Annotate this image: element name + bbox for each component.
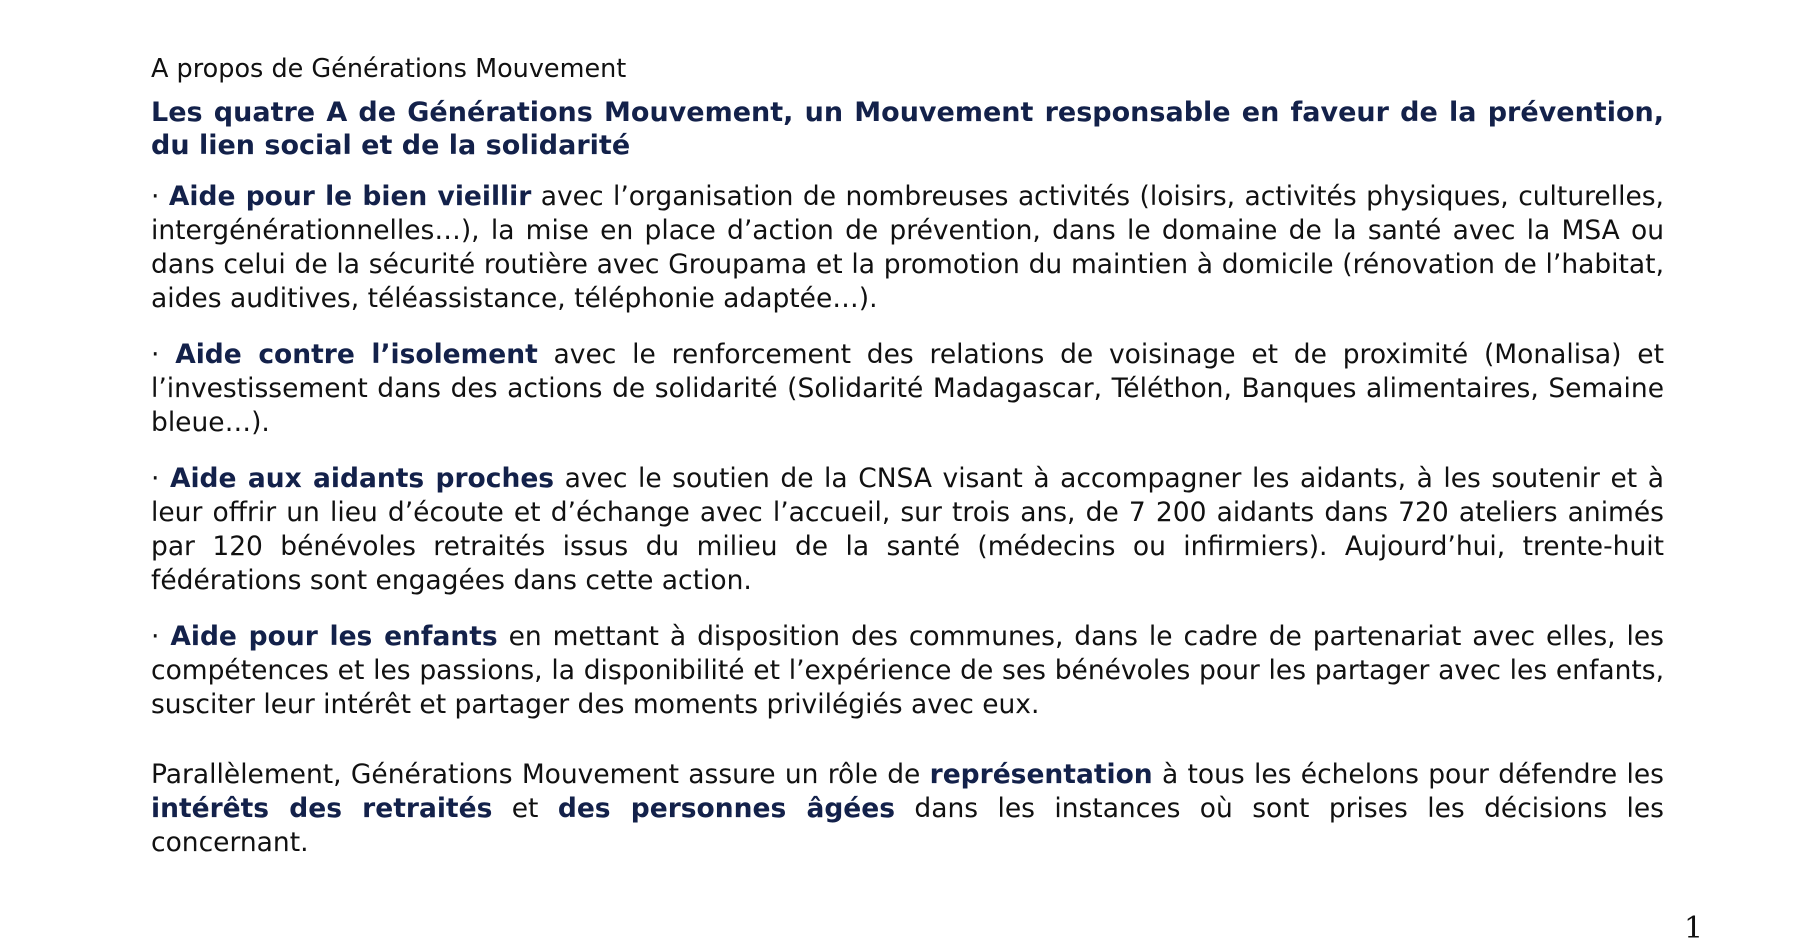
item-text: avec le renforcement des relations de voisinage et de proximité (Monalisa) et l’investissement dans des actions de solidarité (Solidarité Madagascar, Téléthon, Banques alimentaires, Semaine bleue…). — [151, 339, 1664, 438]
closing-text: et — [492, 793, 558, 824]
list-item-aidants — [151, 462, 1664, 598]
page-number: 1 — [1684, 911, 1704, 946]
item-lead: Aide pour le bien vieillir — [168, 181, 532, 212]
item-lead: Aide pour les enfants — [170, 621, 498, 652]
closing-text: à tous les échelons pour défendre les — [1152, 759, 1664, 790]
closing-emphasis: intérêts des retraités — [151, 793, 493, 824]
item-text: avec l’organisation de nombreuses activités (loisirs, activités physiques, culturelles, intergénérationnelles…), la mise en place d’action de prévention, dans le domaine de la santé avec la MSA ou dans celui de la sécurité routière avec Groupama et la promotion du maintien à domicile (rénovation de l’habitat, aides auditives, téléassistance, téléphonie adaptée…). — [151, 181, 1664, 314]
bullet-marker: · — [151, 621, 171, 652]
bullet-marker: · — [151, 339, 176, 370]
list-item-bien-vieillir — [151, 180, 1664, 316]
item-lead: Aide aux aidants proches — [169, 463, 555, 494]
list-item-isolement — [151, 338, 1664, 440]
item-text: avec le soutien de la CNSA visant à accompagner les aidants, à les soutenir et à leur offrir un lieu d’écoute et d’échange avec l’accueil, sur trois ans, de 7 200 aidants dans 720 ateliers animés par 120 bénévoles retraités issus du milieu de la santé (médecins ou infirmiers). Aujourd’hui, trente-huit fédérations sont engagées dans cette action. — [151, 463, 1664, 596]
closing-paragraph — [151, 758, 1664, 860]
bullet-marker: · — [151, 181, 169, 212]
item-text: en mettant à disposition des communes, dans le cadre de partenariat avec elles, les compétences et les passions, la disponibilité et l’expérience de ses bénévoles pour les partager avec les enfants, susciter leur intérêt et partager des moments privilégiés avec eux. — [151, 621, 1664, 720]
closing-text: Parallèlement, Générations Mouvement assure un rôle de — [151, 759, 930, 790]
intro-title: A propos de Générations Mouvement — [151, 54, 627, 84]
section-heading: Les quatre A de Générations Mouvement, un Mouvement responsable en faveur de la prévention, du lien social et de la solidarité — [151, 97, 1664, 161]
closing-emphasis: des personnes âgées — [557, 793, 896, 824]
bullet-marker: · — [151, 463, 170, 494]
list-item-enfants — [151, 620, 1664, 722]
item-lead: Aide contre l’isolement — [175, 339, 538, 370]
document-page — [151, 52, 1664, 882]
closing-emphasis: représentation — [929, 759, 1153, 790]
closing-text: dans les instances où sont prises les décisions les concernant. — [151, 793, 1664, 858]
